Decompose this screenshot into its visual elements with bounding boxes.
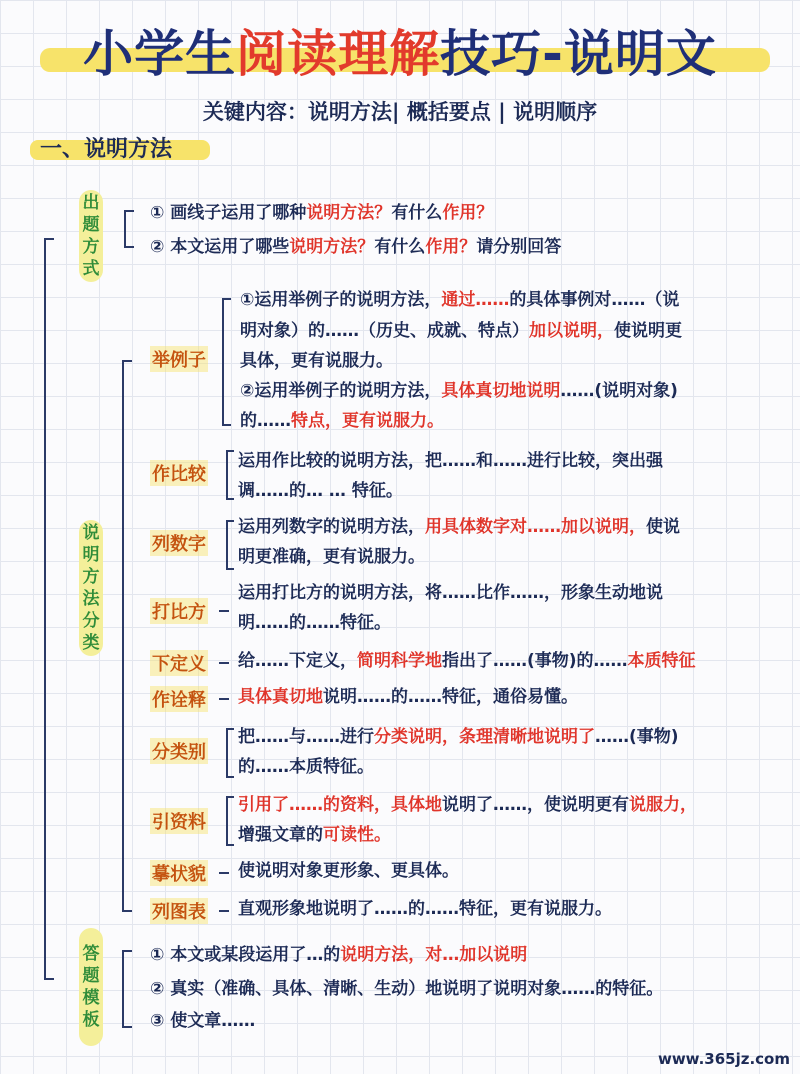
quote-line-2 [238, 820, 391, 850]
text-emphasis: 本质特征 [627, 651, 696, 671]
analogy-line-2: 明……的……特征。 [238, 613, 391, 633]
example-bracket [222, 298, 224, 426]
label-char: 类 [82, 633, 100, 653]
text-emphasis: 可读性。 [323, 825, 391, 845]
method-numbers: 列数字 [150, 530, 208, 556]
classify-line-1 [238, 722, 679, 752]
chart-text: 直观形象地说明了……的……特征，更有说服力。 [238, 899, 612, 919]
label-char: 板 [82, 1010, 100, 1030]
text-emphasis: 说明方法，对…加以说明 [340, 945, 528, 965]
label-template [79, 928, 103, 1046]
compare-bracket [226, 450, 228, 500]
example-line-1 [240, 285, 679, 315]
quote-bracket-bottom [226, 844, 234, 846]
text-part: 说明……的……特征，通俗易懂。 [323, 687, 578, 707]
compare-bracket-top [226, 450, 234, 452]
example-line-3: 具体，更有说服力。 [240, 351, 393, 371]
numbers-line-1 [238, 512, 680, 542]
text-emphasis: 引用了……的资料，具体地 [238, 795, 442, 815]
text-part: 请分别回答 [476, 237, 562, 257]
text-part: ……(说明对象) [560, 381, 678, 401]
text-part: ① 本文或某段运用了…的 [150, 945, 341, 965]
question-bracket-bottom [124, 246, 134, 248]
text-part: 有什么 [374, 237, 426, 257]
compare-line-2: 调……的… … 特征。 [238, 481, 403, 501]
method-explain: 作诠释 [150, 686, 208, 712]
text-part: ② 本文运用了哪些 [150, 237, 290, 257]
text-part: 把……与……进行 [238, 727, 374, 747]
text-emphasis: 具体真切地说明 [441, 381, 561, 401]
text-part: 使说明更 [614, 321, 682, 341]
label-char: 答 [82, 944, 100, 964]
text-part: ②运用举例子的说明方法， [240, 381, 442, 401]
method-analogy: 打比方 [150, 598, 208, 624]
method-definition: 下定义 [150, 650, 208, 676]
text-emphasis: 分类说明，条理清晰地说明了 [374, 727, 595, 747]
title-part-1: 小学生 [83, 25, 237, 83]
text-part: ① 画线子运用了哪种 [150, 203, 307, 223]
text-part: ①运用举例子的说明方法， [240, 290, 442, 310]
template-bracket [122, 950, 124, 1028]
classify-bracket [226, 728, 228, 778]
explain-text [238, 682, 578, 712]
template-2: ② 真实（准确、具体、清晰、生动）地说明了说明对象……的特征。 [150, 979, 664, 999]
quote-line-1 [238, 790, 697, 820]
method-chart: 列图表 [150, 898, 208, 924]
analogy-dash [219, 610, 229, 612]
compare-bracket-bottom [226, 498, 234, 500]
text-part: ……(事物) [595, 727, 679, 747]
example-line-2 [240, 316, 682, 346]
method-classify: 分类别 [150, 738, 208, 764]
label-char: 题 [82, 215, 100, 235]
label-char: 模 [82, 988, 100, 1008]
outer-bracket-bottom [44, 978, 54, 980]
text-part: 指出了……(事物)的…… [442, 651, 628, 671]
text-emphasis: 说服力， [629, 795, 697, 815]
text-emphasis: 作用？ [442, 203, 494, 223]
describe-dash [219, 872, 229, 874]
template-1 [150, 940, 527, 970]
classification-bracket [122, 360, 124, 912]
label-char: 法 [82, 589, 100, 609]
text-part: 明对象）的……（历史、成就、特点） [240, 321, 529, 341]
label-char: 题 [82, 966, 100, 986]
text-emphasis: 通过…… [441, 290, 510, 310]
label-char: 式 [82, 259, 100, 279]
question-bracket-top [124, 210, 134, 212]
describe-text: 使说明对象更形象、更具体。 [238, 861, 459, 881]
label-question-type [79, 190, 103, 282]
text-part: 运用列数字的说明方法， [238, 517, 425, 537]
classify-line-2: 的……本质特征。 [238, 757, 374, 777]
question-bracket [124, 210, 126, 248]
example-line-5 [240, 406, 444, 436]
quote-bracket [226, 796, 228, 846]
quote-bracket-top [226, 796, 234, 798]
text-part: 增强文章的 [238, 825, 323, 845]
compare-line-1: 运用作比较的说明方法，把……和……进行比较，突出强 [238, 451, 663, 471]
label-char: 出 [82, 193, 100, 213]
text-emphasis: 作用？ [425, 237, 477, 257]
example-bracket-bottom [222, 424, 231, 426]
label-classification [79, 520, 103, 656]
text-part: 使说 [646, 517, 680, 537]
numbers-bracket-top [226, 520, 234, 522]
text-part: 的…… [240, 411, 291, 431]
example-bracket-top [222, 298, 231, 300]
question-2 [150, 232, 561, 262]
numbers-line-2: 明更准确，更有说服力。 [238, 547, 425, 567]
question-1 [150, 198, 493, 228]
method-describe: 摹状貌 [150, 860, 208, 886]
outer-bracket-top [44, 238, 54, 240]
label-char: 方 [82, 567, 100, 587]
label-char: 方 [82, 237, 100, 257]
method-quote: 引资料 [150, 808, 208, 834]
text-part: 给……下定义， [238, 651, 357, 671]
page-title [0, 14, 800, 86]
text-emphasis: 说明方法？ [306, 203, 392, 223]
chart-dash [219, 910, 229, 912]
definition-dash [219, 662, 229, 664]
template-bracket-bottom [122, 1026, 132, 1028]
text-part: 说明了……，使说明更有 [442, 795, 629, 815]
text-emphasis: 用具体数字对……加以说明， [425, 517, 646, 537]
title-part-3: 技巧-说明文 [440, 25, 717, 83]
text-part: 有什么 [391, 203, 443, 223]
section-title: 一、说明方法 [40, 137, 173, 162]
label-char: 明 [82, 545, 100, 565]
outer-bracket [44, 238, 46, 980]
example-line-4 [240, 376, 678, 406]
analogy-line-1: 运用打比方的说明方法，将……比作……，形象生动地说 [238, 583, 663, 603]
numbers-bracket-bottom [226, 568, 234, 570]
method-example: 举例子 [150, 346, 208, 372]
text-emphasis: 特点，更有说服力。 [291, 411, 444, 431]
title-part-2: 阅读理解 [236, 25, 441, 83]
method-compare: 作比较 [150, 460, 208, 486]
classification-bracket-bottom [122, 910, 132, 912]
classification-bracket-top [122, 360, 132, 362]
text-emphasis: 加以说明， [529, 321, 614, 341]
label-char: 说 [82, 523, 100, 543]
template-3: ③ 使文章…… [150, 1011, 256, 1031]
definition-text [238, 646, 696, 676]
explain-dash [219, 698, 229, 700]
watermark: www.365jz.com [657, 1050, 790, 1068]
numbers-bracket [226, 520, 228, 570]
text-emphasis: 具体真切地 [238, 687, 323, 707]
classify-bracket-top [226, 728, 234, 730]
classify-bracket-bottom [226, 776, 234, 778]
template-bracket-top [122, 950, 132, 952]
text-emphasis: 说明方法？ [289, 237, 375, 257]
label-char: 分 [82, 611, 100, 631]
text-part: 的具体事例对……（说 [509, 290, 680, 310]
subtitle: 关键内容：说明方法| 概括要点 | 说明顺序 [202, 100, 598, 124]
text-emphasis: 简明科学地 [357, 651, 442, 671]
